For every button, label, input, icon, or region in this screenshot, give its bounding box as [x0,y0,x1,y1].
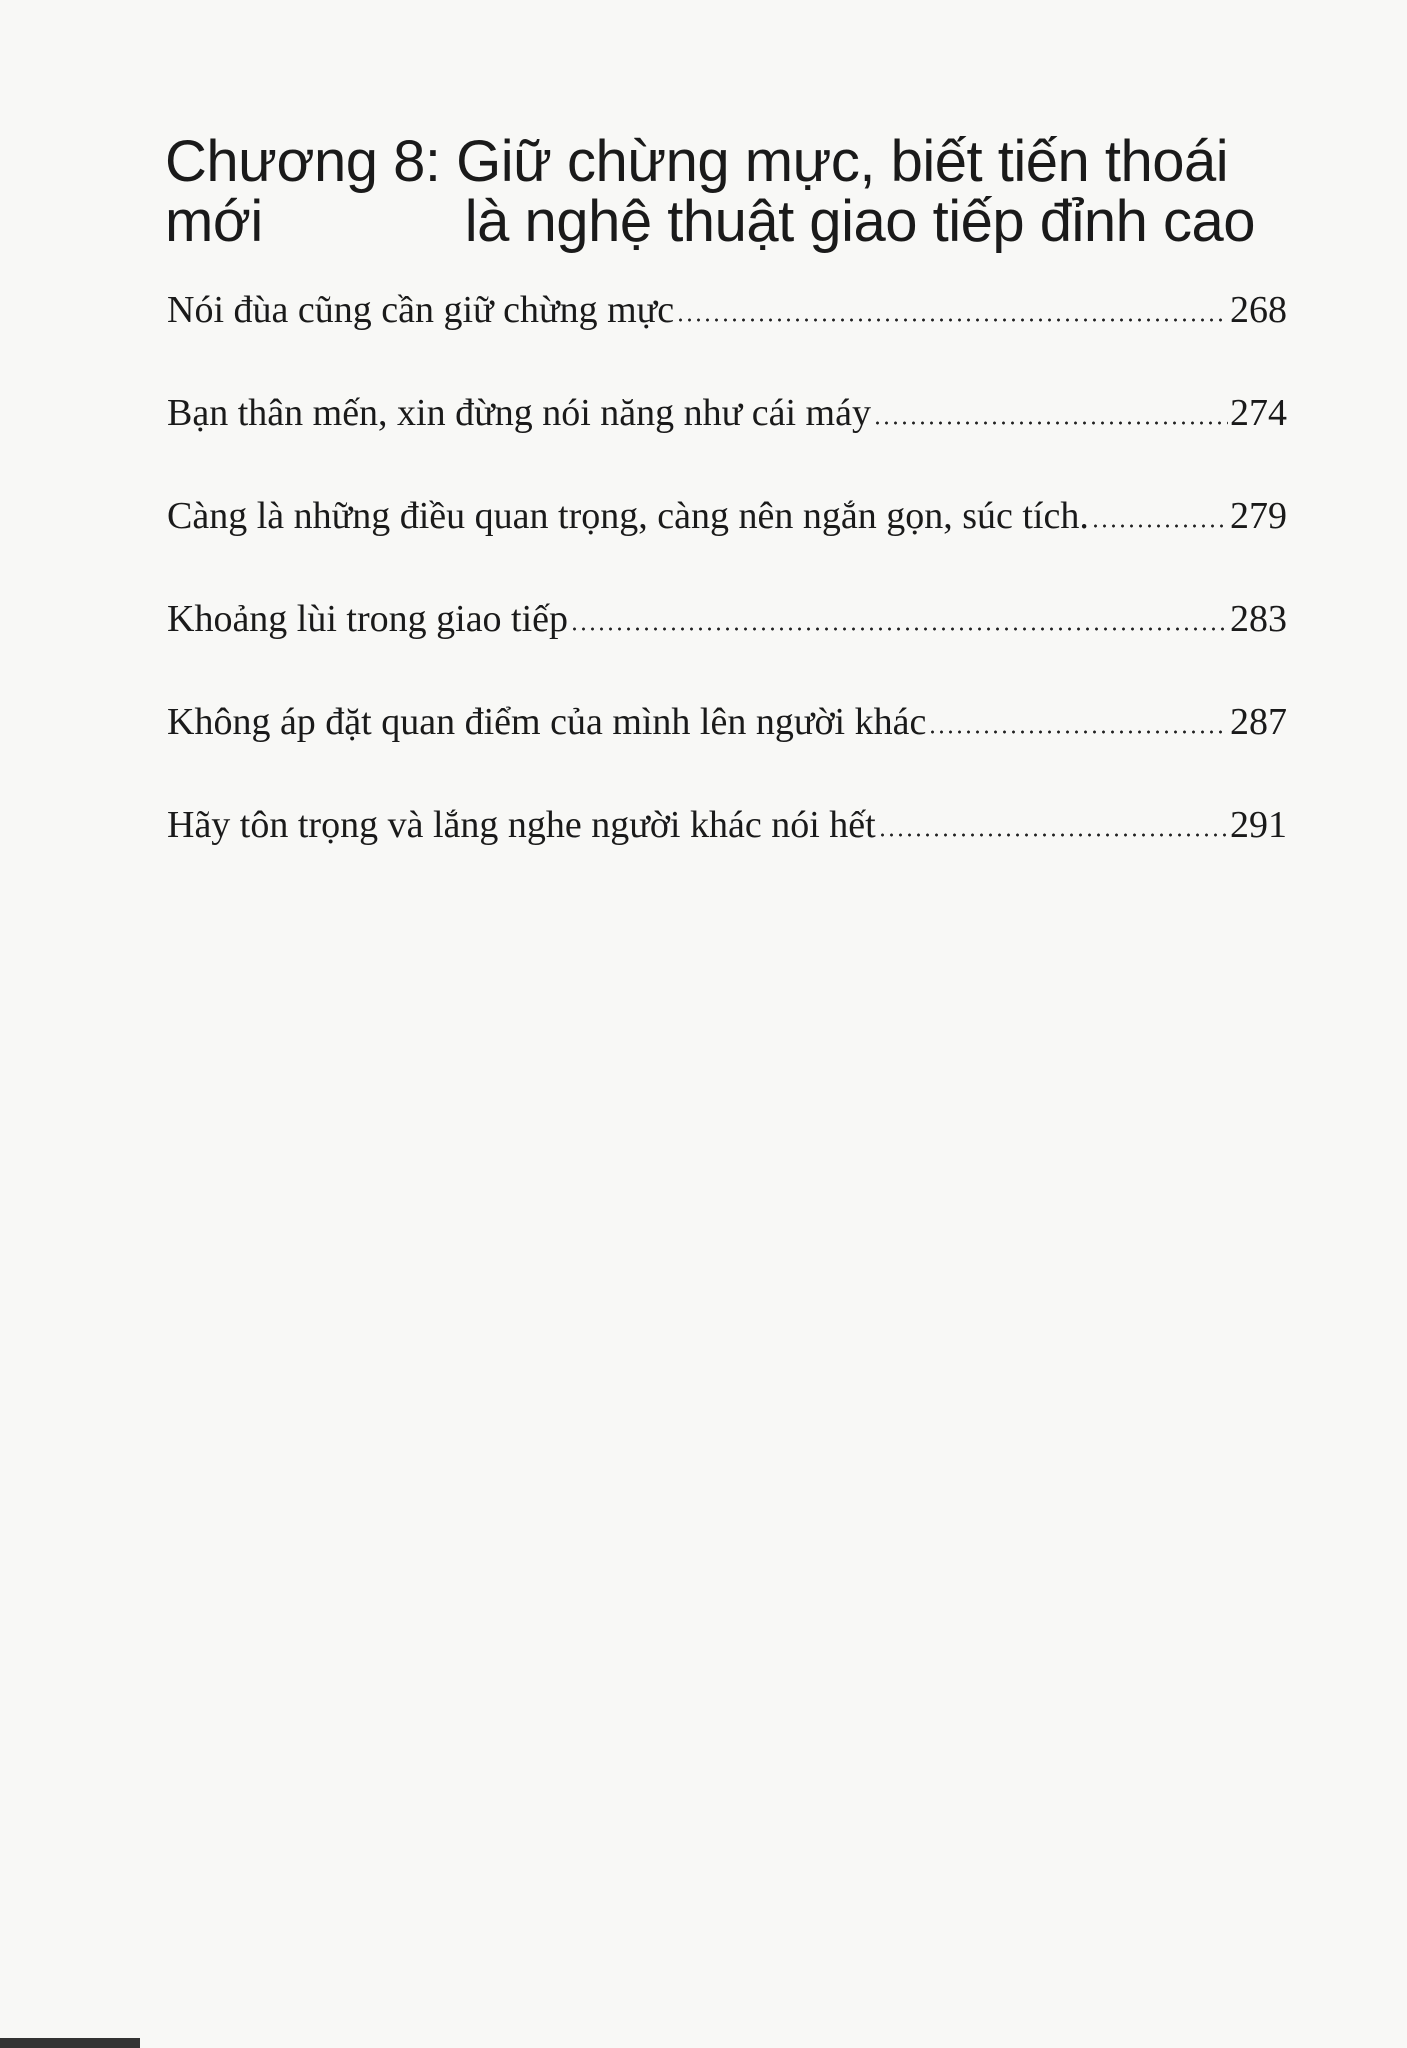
dot-leader [570,627,1228,631]
toc-entry-page: 283 [1230,598,1287,640]
toc-entry-label: Nói đùa cũng cần giữ chừng mực [167,289,675,331]
toc-entry-label: Bạn thân mến, xin đừng nói năng như cái máy [167,392,871,434]
toc-entry [167,803,1287,906]
dot-leader [878,833,1228,837]
toc-entry-label: Khoảng lùi trong giao tiếp [167,598,569,640]
table-of-contents [167,288,1287,906]
toc-entry [167,700,1287,803]
toc-entry-page: 268 [1230,289,1287,331]
toc-entry-page: 291 [1230,804,1287,846]
dot-leader [928,730,1228,734]
dot-leader [676,318,1228,322]
toc-entry-page: 279 [1230,495,1287,537]
page-edge-shadow [0,2038,140,2048]
toc-entry-label: Càng là những điều quan trọng, càng nên ngắn gọn, súc tích. [167,495,1089,537]
toc-entry-page: 274 [1230,392,1287,434]
chapter-title-line1: Chương 8: Giữ chừng mực, biết tiến thoái mới [165,129,1229,254]
chapter-title-line2: là nghệ thuật giao tiếp đỉnh cao [464,189,1255,254]
toc-entry [167,597,1287,700]
toc-entry [167,288,1287,391]
toc-entry [167,391,1287,494]
toc-entry [167,494,1287,597]
toc-entry-label: Không áp đặt quan điểm của mình lên người khác [167,701,927,743]
toc-entry-label: Hãy tôn trọng và lắng nghe người khác nói hết [167,804,876,846]
toc-entry-page: 287 [1230,701,1287,743]
dot-leader [1091,524,1228,528]
dot-leader [873,421,1228,425]
